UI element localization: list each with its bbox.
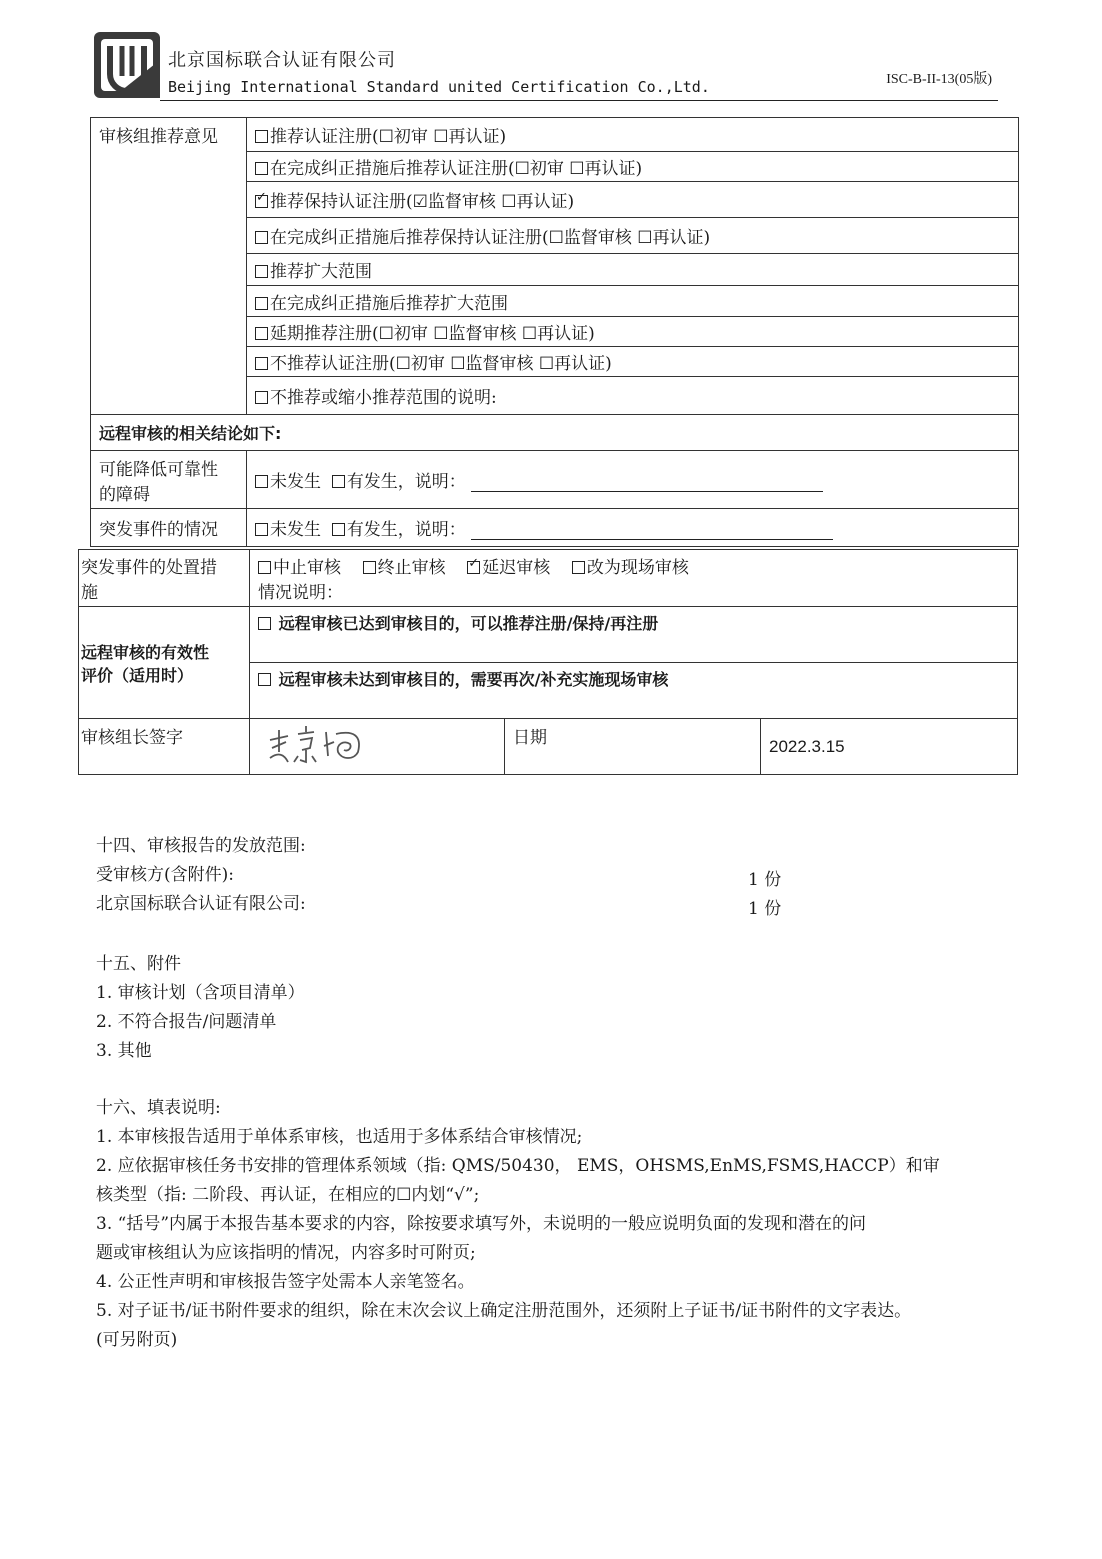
instruction-line: (可另附页): [96, 1330, 178, 1350]
explanation-blank[interactable]: [471, 475, 823, 492]
checkbox[interactable]: [255, 523, 268, 536]
validity-option-2: 远程审核未达到审核目的，需要再次/补充实施现场审核: [250, 663, 1018, 719]
checkbox[interactable]: [255, 475, 268, 488]
checkbox[interactable]: [255, 130, 268, 143]
section15-block: [96, 950, 305, 1066]
validity-option-1: 远程审核已达到审核目的，可以推荐注册/保持/再注册: [250, 607, 1018, 663]
checkbox[interactable]: [255, 357, 268, 370]
validity-label: 远程审核的有效性 评价（适用时）: [79, 607, 250, 719]
checkbox[interactable]: [255, 231, 268, 244]
instruction-line: 核类型（指: 二阶段、再认证，在相应的☐内划“√”;: [96, 1185, 480, 1205]
checkbox-checked[interactable]: [255, 195, 268, 208]
section14-title: 十四、审核报告的发放范围:: [96, 836, 306, 856]
instruction-line: 1. 本审核报告适用于单体系审核，也适用于多体系结合审核情况;: [96, 1127, 583, 1147]
leader-sign-label: 审核组长签字: [79, 719, 250, 775]
rec-option-2: 在完成纠正措施后推荐认证注册(☐初审 ☐再认证): [247, 152, 1019, 182]
reliability-label: 可能降低可靠性 的障碍: [91, 451, 247, 509]
document-header: [90, 28, 1000, 102]
section16-title: 十六、填表说明:: [96, 1098, 221, 1118]
remote-evaluation-table: [78, 549, 1018, 775]
checkbox[interactable]: [258, 561, 271, 574]
checkbox[interactable]: [255, 327, 268, 340]
reliability-answer: 未发生 有发生，说明：: [247, 451, 1019, 509]
recommendation-label: 审核组推荐意见: [91, 118, 247, 415]
checkbox[interactable]: [363, 561, 376, 574]
rec-option-9: 不推荐或缩小推荐范围的说明:: [247, 377, 1019, 415]
instruction-line: 5. 对子证书/证书附件要求的组织，除在末次会议上确定注册范围外，还须附上子证书/证书附件的文字表达。: [96, 1301, 912, 1321]
checkbox[interactable]: [258, 617, 271, 630]
checkbox[interactable]: [572, 561, 585, 574]
handwritten-signature: [262, 722, 372, 768]
checkbox[interactable]: [255, 391, 268, 404]
distribution-copies-1: 1 份: [748, 870, 782, 890]
distribution-party-1: 受审核方(含附件):: [96, 865, 234, 885]
attachment-item: 2. 不符合报告/问题清单: [96, 1012, 277, 1032]
explanation-blank[interactable]: [471, 523, 833, 540]
document-code: ISC-B-II-13(05版): [886, 72, 992, 87]
distribution-party-2: 北京国标联合认证有限公司:: [96, 894, 306, 914]
date-label: 日期: [505, 719, 761, 775]
rec-option-4: 在完成纠正措施后推荐保持认证注册(☐监督审核 ☐再认证): [247, 218, 1019, 254]
checkbox[interactable]: [255, 162, 268, 175]
rec-option-1: 推荐认证注册(☐初审 ☐再认证): [247, 118, 1019, 152]
rec-option-3: ✓推荐保持认证注册(☑监督审核 ☐再认证): [247, 182, 1019, 218]
rec-option-5: 推荐扩大范围: [247, 254, 1019, 286]
measures-label: 突发事件的处置措 施: [79, 550, 250, 607]
emergency-answer: 未发生 有发生，说明：: [247, 509, 1019, 547]
checkbox[interactable]: [332, 475, 345, 488]
date-value: 2022.3.15: [761, 719, 1018, 775]
rec-option-7: 延期推荐注册(☐初审 ☐监督审核 ☐再认证): [247, 317, 1019, 347]
checkbox[interactable]: [332, 523, 345, 536]
company-logo-icon: [92, 30, 162, 100]
checkbox[interactable]: [258, 673, 271, 686]
company-name-cn: 北京国标联合认证有限公司: [168, 50, 396, 71]
attachment-item: 3. 其他: [96, 1041, 152, 1061]
instruction-line: 2. 应依据审核任务书安排的管理体系领域（指: QMS/50430， EMS，OHSMS,EnMS,FSMS,HACCP）和审: [96, 1156, 940, 1176]
situation-note: 情况说明：: [258, 583, 343, 603]
checkbox[interactable]: [255, 297, 268, 310]
section16-block: [96, 1094, 1006, 1355]
attachment-item: 1. 审核计划（含项目清单）: [96, 983, 305, 1003]
checkbox[interactable]: [255, 265, 268, 278]
checkbox-checked[interactable]: [467, 561, 480, 574]
rec-option-8: 不推荐认证注册(☐初审 ☐监督审核 ☐再认证): [247, 347, 1019, 377]
section15-title: 十五、附件: [96, 954, 181, 974]
recommendation-table: [90, 117, 1019, 547]
instruction-line: 4. 公正性声明和审核报告签字处需本人亲笔签名。: [96, 1272, 475, 1292]
header-divider: [160, 100, 998, 101]
remote-conclusion-title: 远程审核的相关结论如下:: [91, 415, 1019, 451]
measures-answer: 中止审核 终止审核 ✓ 延迟审核 改为现场审核 情况说明：: [250, 550, 1018, 607]
company-name-en: Beijing International Standard united Certification Co.,Ltd.: [168, 78, 710, 96]
instruction-line: 3. “括号”内属于本报告基本要求的内容，除按要求填写外，未说明的一般应说明负面的发现和潜在的问: [96, 1214, 867, 1234]
distribution-copies-2: 1 份: [748, 899, 782, 919]
rec-option-6: 在完成纠正措施后推荐扩大范围: [247, 286, 1019, 317]
emergency-label: 突发事件的情况: [91, 509, 247, 547]
instruction-line: 题或审核组认为应该指明的情况，内容多时可附页;: [96, 1243, 476, 1263]
